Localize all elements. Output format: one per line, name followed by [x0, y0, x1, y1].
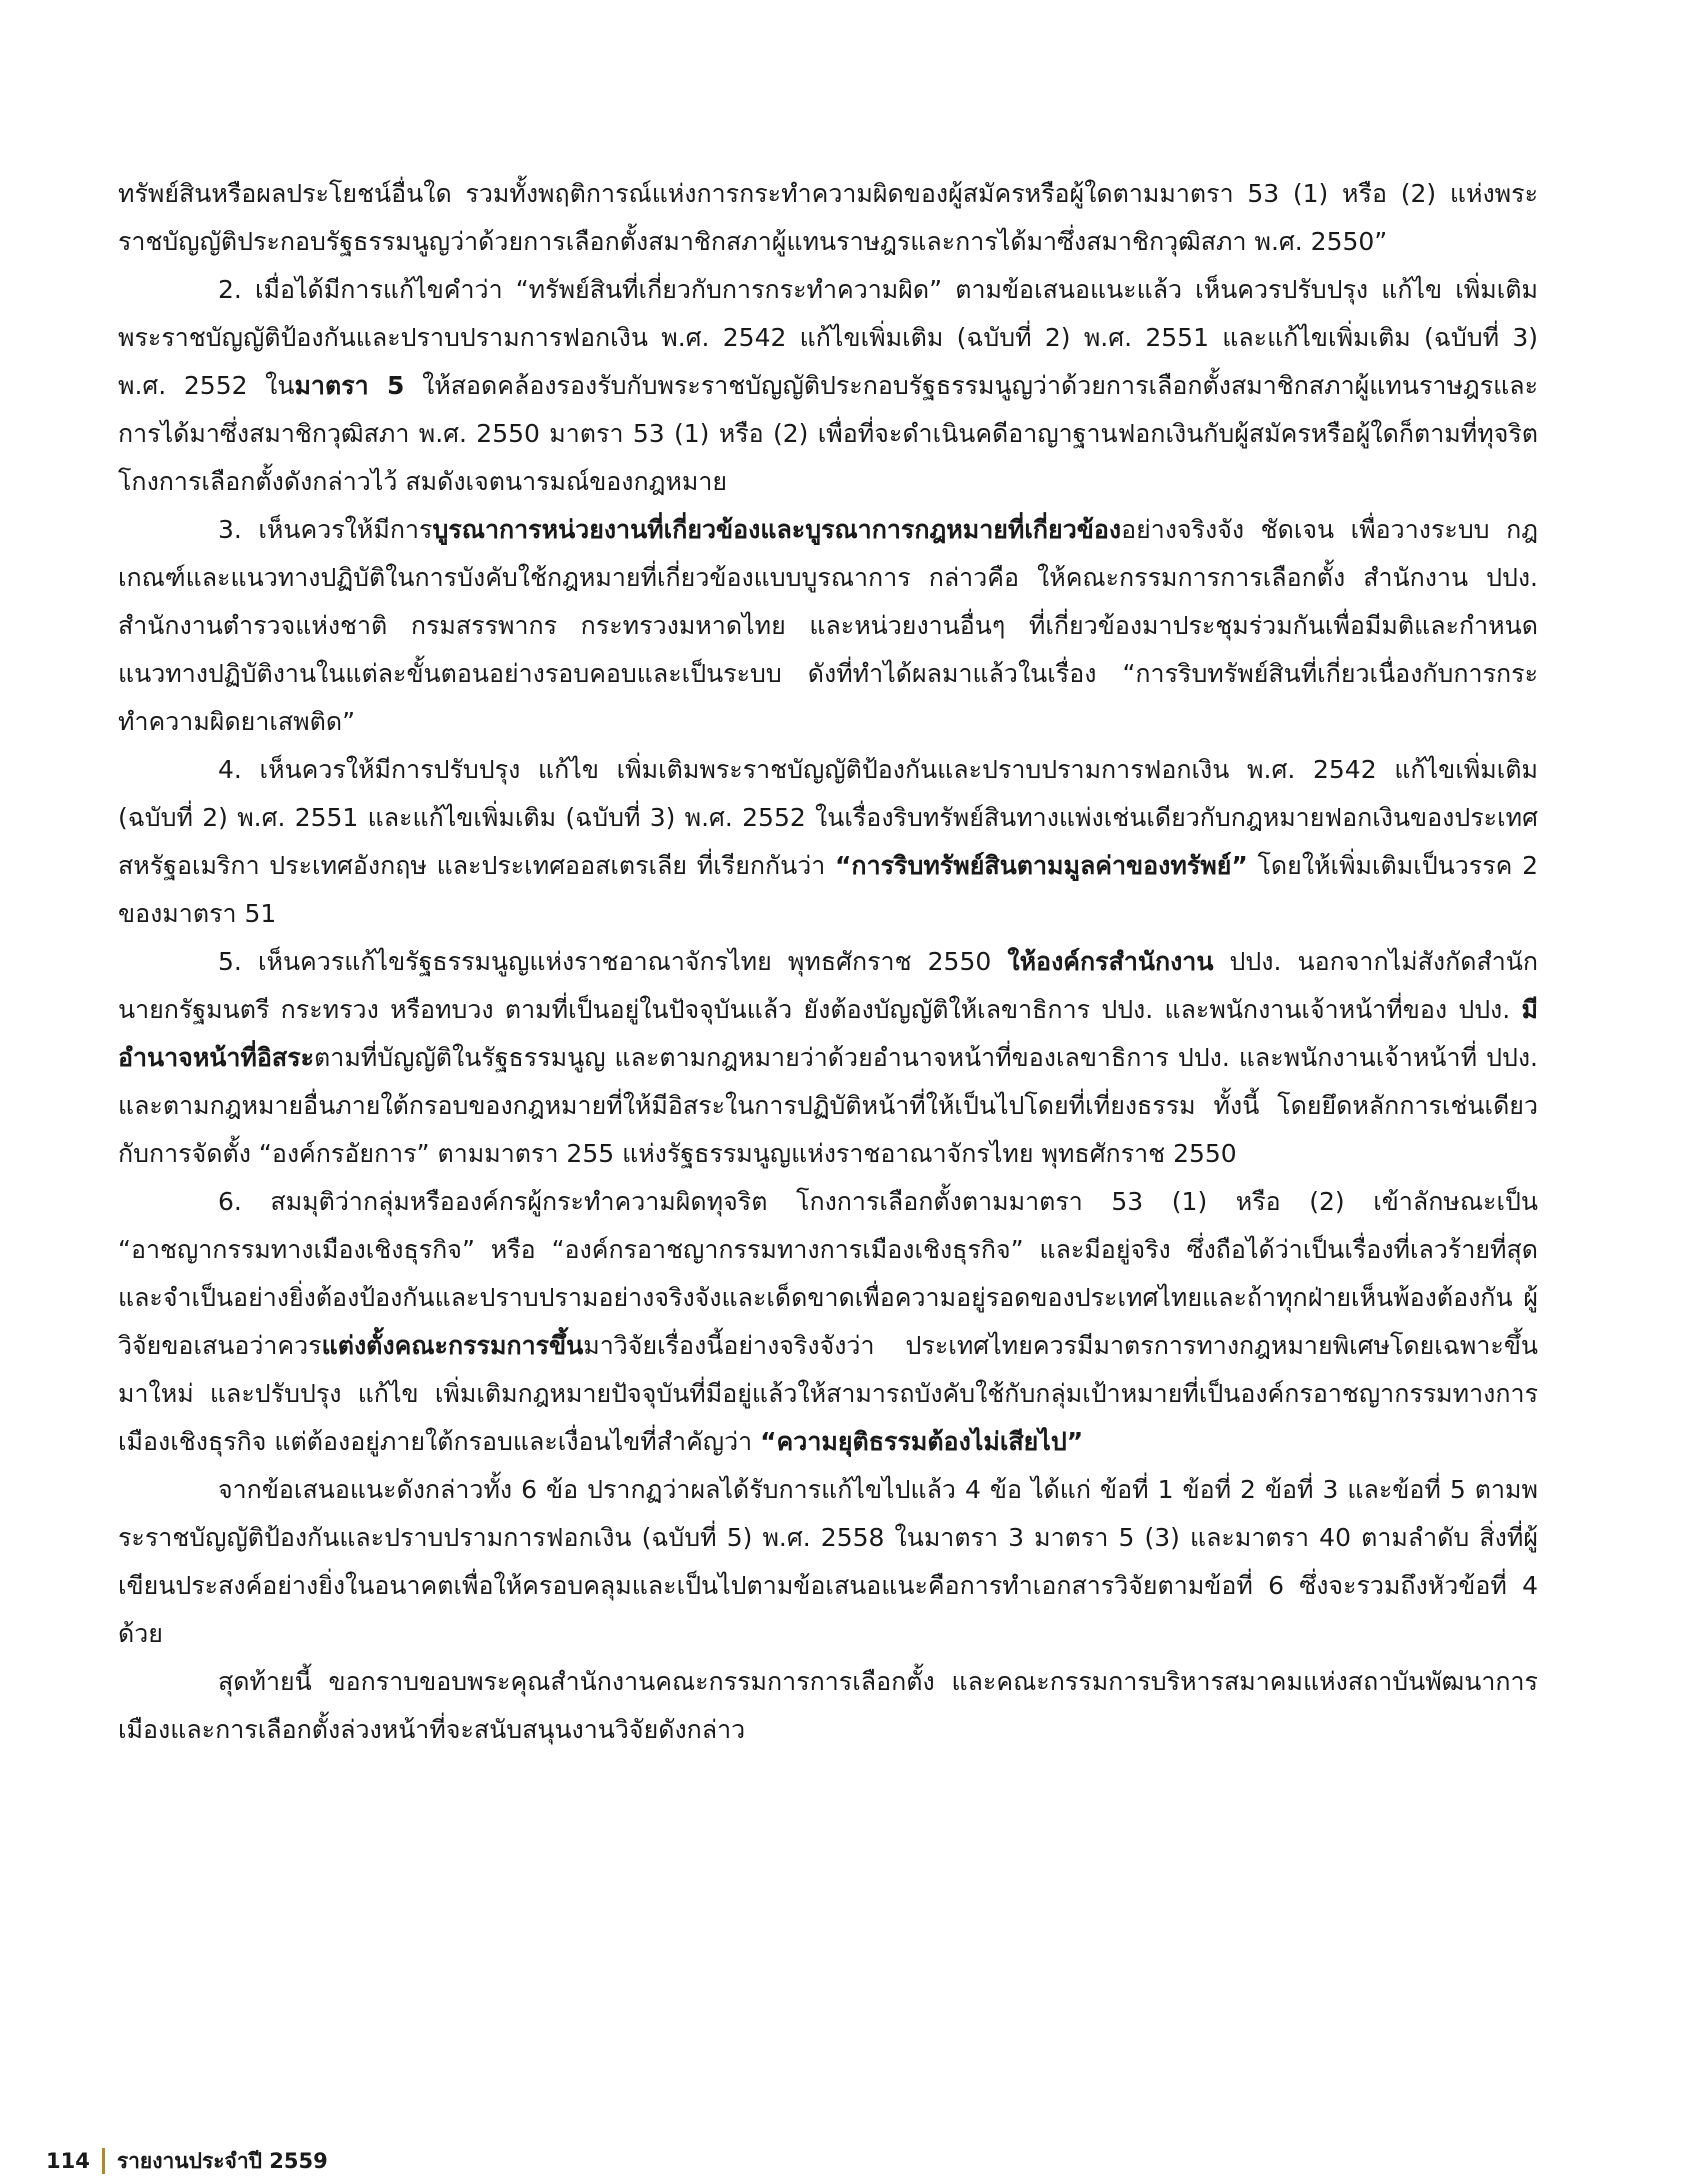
bold-text: ให้องค์กรสำนักงาน: [1007, 947, 1214, 976]
text-run: 4. เห็นควรให้มีการปรับปรุง แก้ไข เพิ่มเติมพระราชบัญญัติป้องกันและปราบปรามการฟอกเงิน พ.ศ. 2542 แก้ไขเพิ่มเติม (ฉบับที่ 2) พ.ศ. 2551 และแก้ไขเพิ่มเติม (ฉบับที่ 3) พ.ศ. 2552 ในเรื่องริบทรัพย์สินทางแพ่งเช่นเดียวกับกฎหมายฟอกเงินของประเทศสหรัฐอเมริกา ประเทศอังกฤษ และประเทศออสเตรเลีย ที่เรียกกันว่า: [118, 755, 1538, 880]
page-number: 114: [46, 2149, 90, 2173]
paragraph-0: [118, 170, 1538, 266]
text-run: ให้สอดคล้องรองรับกับพระราชบัญญัติประกอบรัฐธรรมนูญว่าด้วยการเลือกตั้งสมาชิกสภาผู้แทนราษฎรและการได้มาซึ่งสมาชิกวุฒิสภา พ.ศ. 2550 มาตรา 53 (1) หรือ (2) เพื่อที่จะดำเนินคดีอาญาฐานฟอกเงินกับผู้สมัครหรือผู้ใดก็ตามที่ทุจริตโกงการเลือกตั้งดังกล่าวไว้ สมดังเจตนารมณ์ของกฎหมาย: [118, 371, 1538, 496]
text-run: 6. สมมุติว่ากลุ่มหรือองค์กรผู้กระทำความผิดทุจริต โกงการเลือกตั้งตามมาตรา 53 (1) หรือ (2) เข้าลักษณะเป็น “อาชญากรรมทางเมืองเชิงธุรกิจ” หรือ “องค์กรอาชญากรรมทางการเมืองเชิงธุรกิจ” และมีอยู่จริง ซึ่งถือได้ว่าเป็นเรื่องที่เลวร้ายที่สุดและจำเป็นอย่างยิ่งต้องป้องกันและปราบปรามอย่างจริงจังและเด็ดขาดเพื่อความอยู่รอดของประเทศไทยและถ้าทุกฝ่ายเห็นพ้องต้องกัน ผู้วิจัยขอเสนอว่าควร: [118, 1187, 1538, 1360]
bold-text: มีอำนาจหน้าที่อิสระ: [118, 995, 1538, 1072]
page-footer: [46, 2148, 328, 2174]
text-run: อย่างจริงจัง ชัดเจน เพื่อวางระบบ กฎเกณฑ์และแนวทางปฏิบัติในการบังคับใช้กฎหมายที่เกี่ยวข้องแบบบูรณาการ กล่าวคือ ให้คณะกรรมการการเลือกตั้ง สำนักงาน ปปง. สำนักงานตำรวจแห่งชาติ กรมสรรพากร กระทรวงมหาดไทย และหน่วยงานอื่นๆ ที่เกี่ยวข้องมาประชุมร่วมกันเพื่อมีมติและกำหนดแนวทางปฏิบัติงานในแต่ละขั้นตอนอย่างรอบคอบและเป็นระบบ ดังที่ทำได้ผลมาแล้วในเรื่อง “การริบทรัพย์สินที่เกี่ยวเนื่องกับการกระทำความผิดยาเสพติด”: [118, 515, 1538, 736]
bold-text: “การริบทรัพย์สินตามมูลค่าของทรัพย์”: [835, 851, 1248, 880]
document-body: [118, 170, 1538, 1754]
text-run: ทรัพย์สินหรือผลประโยชน์อื่นใด รวมทั้งพฤติการณ์แห่งการกระทำความผิดของผู้สมัครหรือผู้ใดตามมาตรา 53 (1) หรือ (2) แห่งพระราชบัญญัติประกอบรัฐธรรมนูญว่าด้วยการเลือกตั้งสมาชิกสภาผู้แทนราษฎรและการได้มาซึ่งสมาชิกวุฒิสภา พ.ศ. 2550”: [118, 179, 1538, 256]
text-run: โดยให้เพิ่มเติมเป็นวรรค 2 ของมาตรา 51: [118, 851, 1538, 928]
bold-text: แต่งตั้งคณะกรรมการขึ้น: [321, 1331, 584, 1360]
paragraph-7: [118, 1658, 1538, 1754]
paragraph-4: [118, 938, 1538, 1178]
paragraph-6: [118, 1466, 1538, 1658]
paragraph-1: [118, 266, 1538, 506]
text-run: 3. เห็นควรให้มีการ: [218, 515, 433, 544]
text-run: 2. เมื่อได้มีการแก้ไขคำว่า “ทรัพย์สินที่เกี่ยวกับการกระทำความผิด” ตามข้อเสนอแนะแล้ว เห็นควรปรับปรุง แก้ไข เพิ่มเติมพระราชบัญญัติป้องกันและปราบปรามการฟอกเงิน พ.ศ. 2542 แก้ไขเพิ่มเติม (ฉบับที่ 2) พ.ศ. 2551 และแก้ไขเพิ่มเติม (ฉบับที่ 3) พ.ศ. 2552 ใน: [118, 275, 1538, 400]
text-run: มาวิจัยเรื่องนี้อย่างจริงจังว่า ประเทศไทยควรมีมาตรการทางกฎหมายพิเศษโดยเฉพาะขึ้นมาใหม่ และปรับปรุง แก้ไข เพิ่มเติมกฎหมายปัจจุบันที่มีอยู่แล้วให้สามารถบังคับใช้กับกลุ่มเป้าหมายที่เป็นองค์กรอาชญากรรมทางการเมืองเชิงธุรกิจ แต่ต้องอยู่ภายใต้กรอบและเงื่อนไขที่สำคัญว่า: [118, 1331, 1538, 1456]
text-run: ตามที่บัญญัติในรัฐธรรมนูญ และตามกฎหมายว่าด้วยอำนาจหน้าที่ของเลขาธิการ ปปง. และพนักงานเจ้าหน้าที่ ปปง. และตามกฎหมายอื่นภายใต้กรอบของกฎหมายที่ให้มีอิสระในการปฏิบัติหน้าที่ให้เป็นไปโดยที่เที่ยงธรรม ทั้งนี้ โดยยึดหลักการเช่นเดียวกับการจัดตั้ง “องค์กรอัยการ” ตามมาตรา 255 แห่งรัฐธรรมนูญแห่งราชอาณาจักรไทย พุทธศักราช 2550: [118, 1043, 1538, 1168]
text-run: จากข้อเสนอแนะดังกล่าวทั้ง 6 ข้อ ปรากฏว่าผลได้รับการแก้ไขไปแล้ว 4 ข้อ ได้แก่ ข้อที่ 1 ข้อที่ 2 ข้อที่ 3 และข้อที่ 5 ตามพระราชบัญญัติป้องกันและปราบปรามการฟอกเงิน (ฉบับที่ 5) พ.ศ. 2558 ในมาตรา 3 มาตรา 5 (3) และมาตรา 40 ตามลำดับ สิ่งที่ผู้เขียนประสงค์อย่างยิ่งในอนาคตเพื่อให้ครอบคลุมและเป็นไปตามข้อเสนอแนะคือการทำเอกสารวิจัยตามข้อที่ 6 ซึ่งจะรวมถึงหัวข้อที่ 4 ด้วย: [118, 1475, 1538, 1648]
bold-text: มาตรา 5: [294, 371, 405, 400]
report-title: รายงานประจำปี 2559: [116, 2148, 328, 2173]
text-run: ปปง. นอกจากไม่สังกัดสำนักนายกรัฐมนตรี กระทรวง หรือทบวง ตามที่เป็นอยู่ในปัจจุบันแล้ว ยังต้องบัญญัติให้เลขาธิการ ปปง. และพนักงานเจ้าหน้าที่ของ ปปง.: [118, 947, 1538, 1024]
paragraph-5: [118, 1178, 1538, 1466]
bold-text: บูรณาการหน่วยงานที่เกี่ยวข้องและบูรณาการกฎหมายที่เกี่ยวข้อง: [432, 515, 1122, 544]
paragraph-3: [118, 746, 1538, 938]
bold-text: “ความยุติธรรมต้องไม่เสียไป”: [760, 1427, 1084, 1456]
paragraph-2: [118, 506, 1538, 746]
footer-divider: [102, 2148, 105, 2174]
text-run: สุดท้ายนี้ ขอกราบขอบพระคุณสำนักงานคณะกรรมการการเลือกตั้ง และคณะกรรมการบริหารสมาคมแห่งสถาบันพัฒนาการเมืองและการเลือกตั้งล่วงหน้าที่จะสนับสนุนงานวิจัยดังกล่าว: [118, 1667, 1538, 1744]
text-run: 5. เห็นควรแก้ไขรัฐธรรมนูญแห่งราชอาณาจักรไทย พุทธศักราช 2550: [218, 947, 1008, 976]
